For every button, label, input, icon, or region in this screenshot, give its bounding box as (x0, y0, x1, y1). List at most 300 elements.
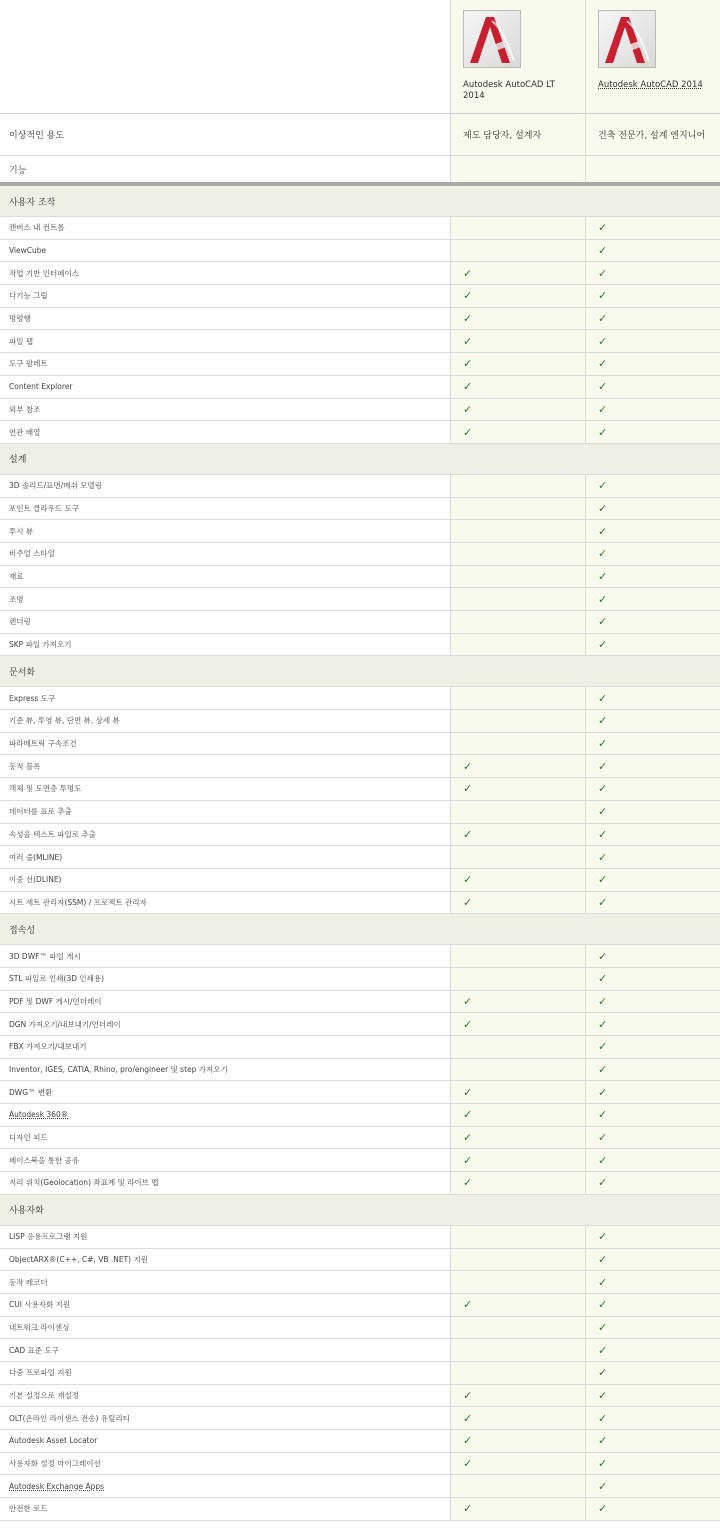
check-icon: ✓ (463, 1411, 473, 1425)
check-icon: ✓ (463, 1153, 473, 1167)
feature-label: PDF 및 DWF 게시/언더레이 (9, 996, 102, 1006)
feature-row (0, 1385, 720, 1408)
lt-cell (450, 1317, 585, 1339)
check-icon: ✓ (598, 244, 608, 258)
full-cell (585, 376, 720, 398)
lt-cell (450, 1059, 585, 1081)
full-cell (585, 566, 720, 588)
check-icon: ✓ (598, 638, 608, 652)
lt-cell (450, 755, 585, 777)
feature-row (0, 687, 720, 710)
feature-row (0, 1271, 720, 1294)
feature-row (0, 1475, 720, 1498)
lt-cell (450, 1385, 585, 1407)
full-cell (585, 1294, 720, 1316)
check-icon: ✓ (598, 1343, 608, 1357)
full-cell (585, 262, 720, 284)
lt-cell (450, 1294, 585, 1316)
lt-cell (450, 262, 585, 284)
check-icon: ✓ (598, 714, 608, 728)
check-icon: ✓ (598, 949, 608, 963)
check-icon: ✓ (598, 994, 608, 1008)
feature-label: 캔버스 내 컨트롤 (9, 223, 65, 233)
lt-cell (450, 421, 585, 443)
full-cell (585, 421, 720, 443)
lt-cell (450, 968, 585, 990)
lt-cell (450, 1249, 585, 1271)
full-cell (585, 945, 720, 967)
full-cell (585, 1226, 720, 1248)
lt-cell (450, 399, 585, 421)
section-header: 사용자 조작 (0, 186, 720, 217)
check-icon: ✓ (598, 1153, 608, 1167)
check-icon: ✓ (598, 266, 608, 280)
check-icon: ✓ (598, 827, 608, 841)
full-cell (585, 1498, 720, 1520)
check-icon: ✓ (598, 289, 608, 303)
lt-cell (450, 1407, 585, 1429)
feature-label: 안전한 로드 (9, 1504, 48, 1514)
check-icon: ✓ (598, 1040, 608, 1054)
feature-label: 사용자화 설정 마이그레이션 (9, 1459, 101, 1469)
feature-row (0, 330, 720, 353)
feature-row (0, 1339, 720, 1362)
features-lt-empty (450, 156, 585, 182)
full-cell (585, 1362, 720, 1384)
full-cell (585, 1104, 720, 1126)
check-icon: ✓ (463, 334, 473, 348)
feature-label: 디자인 피드 (9, 1133, 48, 1143)
feature-row (0, 846, 720, 869)
check-icon: ✓ (463, 1502, 473, 1516)
feature-label: 페이스북을 통한 공유 (9, 1155, 79, 1165)
feature-label: CUI 사용자화 지원 (9, 1300, 71, 1310)
section-header: 접속성 (0, 914, 720, 945)
check-icon: ✓ (463, 1388, 473, 1402)
full-cell (585, 824, 720, 846)
full-cell (585, 543, 720, 565)
lt-cell (450, 778, 585, 800)
lt-cell (450, 1362, 585, 1384)
feature-label: CAD 표준 도구 (9, 1345, 59, 1355)
full-cell (585, 687, 720, 709)
feature-label: Content Explorer (9, 382, 73, 392)
lt-cell (450, 520, 585, 542)
feature-label: 다기능 그립 (9, 291, 48, 301)
feature-row (0, 945, 720, 968)
check-icon: ✓ (598, 1176, 608, 1190)
feature-label: DGN 가져오기/내보내기/언더레이 (9, 1019, 121, 1029)
feature-row (0, 588, 720, 611)
lt-cell (450, 330, 585, 352)
feature-row (0, 1059, 720, 1082)
full-cell (585, 869, 720, 891)
feature-row (0, 399, 720, 422)
full-cell (585, 520, 720, 542)
check-icon: ✓ (598, 759, 608, 773)
full-cell (585, 846, 720, 868)
feature-row (0, 710, 720, 733)
feature-row (0, 755, 720, 778)
feature-row (0, 376, 720, 399)
feature-label: 여러 줄(MLINE) (9, 852, 63, 862)
feature-row (0, 1013, 720, 1036)
feature-label: 네트워크 라이센싱 (9, 1322, 70, 1332)
full-cell (585, 1013, 720, 1035)
full-cell (585, 892, 720, 914)
lt-cell (450, 376, 585, 398)
feature-label: LISP 응용프로그램 지원 (9, 1232, 88, 1242)
feature-label: ObjectARX®(C++, C#, VB .NET) 지원 (9, 1254, 148, 1264)
features-label: 기능 (9, 165, 27, 176)
feature-label: DWG™ 변환 (9, 1087, 53, 1097)
feature-label: Express 도구 (9, 693, 56, 703)
check-icon: ✓ (598, 691, 608, 705)
check-icon: ✓ (598, 1411, 608, 1425)
lt-cell (450, 824, 585, 846)
feature-row (0, 733, 720, 756)
check-icon: ✓ (598, 782, 608, 796)
feature-row (0, 1104, 720, 1127)
feature-row (0, 520, 720, 543)
lt-cell (450, 1226, 585, 1248)
check-icon: ✓ (598, 569, 608, 583)
feature-label: 이중 선(DLINE) (9, 875, 62, 885)
full-cell (585, 353, 720, 375)
full-cell (585, 1271, 720, 1293)
check-icon: ✓ (598, 1017, 608, 1031)
lt-cell (450, 1475, 585, 1497)
check-icon: ✓ (598, 1275, 608, 1289)
autocad-icon (598, 10, 656, 68)
feature-label: 투시 뷰 (9, 526, 34, 536)
check-icon: ✓ (598, 1479, 608, 1493)
lt-cell (450, 733, 585, 755)
check-icon: ✓ (463, 1108, 473, 1122)
check-icon: ✓ (463, 827, 473, 841)
full-cell (585, 1172, 720, 1194)
full-cell (585, 588, 720, 610)
full-cell (585, 1430, 720, 1452)
feature-row (0, 1317, 720, 1340)
check-icon: ✓ (463, 289, 473, 303)
check-icon: ✓ (463, 312, 473, 326)
feature-label: ViewCube (9, 246, 47, 256)
check-icon: ✓ (463, 1017, 473, 1031)
check-icon: ✓ (463, 895, 473, 909)
product-column-full (585, 0, 720, 113)
features-full-empty (585, 156, 720, 182)
usage-label: 이상적인 용도 (9, 131, 65, 141)
check-icon: ✓ (598, 1434, 608, 1448)
check-icon: ✓ (598, 357, 608, 371)
lt-cell (450, 1430, 585, 1452)
check-icon: ✓ (598, 873, 608, 887)
feature-row (0, 801, 720, 824)
feature-label: OLT(온라인 라이센스 전송) 유틸리티 (9, 1413, 130, 1423)
feature-label: 연관 배열 (9, 427, 41, 437)
check-icon: ✓ (598, 1230, 608, 1244)
check-icon: ✓ (598, 312, 608, 326)
check-icon: ✓ (598, 1252, 608, 1266)
full-cell (585, 399, 720, 421)
lt-cell (450, 945, 585, 967)
check-icon: ✓ (598, 615, 608, 629)
lt-cell (450, 1172, 585, 1194)
check-icon: ✓ (463, 994, 473, 1008)
feature-label: STL 파일로 인쇄(3D 인쇄용) (9, 974, 105, 984)
check-icon: ✓ (598, 380, 608, 394)
feature-row (0, 543, 720, 566)
full-cell (585, 498, 720, 520)
feature-row (0, 1149, 720, 1172)
lt-cell (450, 240, 585, 262)
feature-row (0, 1172, 720, 1195)
feature-label: 시트 세트 관리자(SSM) / 프로젝트 관리자 (9, 897, 147, 907)
check-icon: ✓ (598, 1063, 608, 1077)
feature-row (0, 1036, 720, 1059)
section-header: 사용자화 (0, 1195, 720, 1226)
feature-row (0, 1294, 720, 1317)
feature-label: 다중 프로파일 지원 (9, 1368, 72, 1378)
feature-label: 속성을 텍스트 파일로 추출 (9, 829, 96, 839)
header-empty-cell (0, 0, 450, 113)
lt-cell (450, 634, 585, 656)
lt-cell (450, 353, 585, 375)
check-icon: ✓ (463, 425, 473, 439)
feature-row (0, 824, 720, 847)
lt-cell (450, 1036, 585, 1058)
feature-row (0, 1430, 720, 1453)
feature-row (0, 475, 720, 498)
check-icon: ✓ (463, 266, 473, 280)
check-icon: ✓ (463, 1457, 473, 1471)
product-title-lt: Autodesk AutoCAD LT 2014 (463, 80, 555, 101)
lt-cell (450, 1271, 585, 1293)
lt-cell (450, 1498, 585, 1520)
full-cell (585, 240, 720, 262)
feature-row (0, 421, 720, 444)
feature-row (0, 1498, 720, 1521)
features-row (0, 156, 720, 186)
lt-cell (450, 217, 585, 239)
check-icon: ✓ (598, 334, 608, 348)
lt-cell (450, 543, 585, 565)
full-cell (585, 475, 720, 497)
check-icon: ✓ (598, 1320, 608, 1334)
full-cell (585, 710, 720, 732)
check-icon: ✓ (598, 895, 608, 909)
feature-label: 작업 기반 인터페이스 (9, 268, 79, 278)
feature-row (0, 1127, 720, 1150)
check-icon: ✓ (598, 972, 608, 986)
full-cell (585, 968, 720, 990)
check-icon: ✓ (598, 1457, 608, 1471)
feature-label: 포인트 클라우드 도구 (9, 503, 79, 513)
lt-cell (450, 566, 585, 588)
full-cell (585, 217, 720, 239)
full-cell (585, 1127, 720, 1149)
feature-label: 지리 위치(Geolocation) 좌표계 및 라이브 맵 (9, 1178, 159, 1188)
check-icon: ✓ (598, 1131, 608, 1145)
full-cell (585, 991, 720, 1013)
feature-row (0, 498, 720, 521)
full-cell (585, 733, 720, 755)
check-icon: ✓ (598, 1366, 608, 1380)
lt-cell (450, 801, 585, 823)
check-icon: ✓ (598, 1298, 608, 1312)
feature-row (0, 353, 720, 376)
feature-row (0, 1081, 720, 1104)
feature-label: 객체 및 도면층 투명도 (9, 784, 82, 794)
feature-row (0, 869, 720, 892)
full-cell (585, 1385, 720, 1407)
check-icon: ✓ (598, 479, 608, 493)
feature-row (0, 262, 720, 285)
full-cell (585, 778, 720, 800)
feature-row (0, 285, 720, 308)
lt-cell (450, 1339, 585, 1361)
feature-sections (0, 186, 720, 1521)
lt-cell (450, 1104, 585, 1126)
lt-cell (450, 1081, 585, 1103)
full-cell (585, 308, 720, 330)
feature-label[interactable]: Autodesk Exchange Apps (9, 1481, 105, 1491)
check-icon: ✓ (598, 1108, 608, 1122)
check-icon: ✓ (598, 1085, 608, 1099)
full-cell (585, 1317, 720, 1339)
full-cell (585, 1475, 720, 1497)
check-icon: ✓ (598, 805, 608, 819)
feature-row (0, 1249, 720, 1272)
feature-label: 동작 레코더 (9, 1277, 48, 1287)
feature-label: SKP 파일 가져오기 (9, 640, 72, 650)
check-icon: ✓ (598, 1388, 608, 1402)
feature-label[interactable]: Autodesk 360® (9, 1110, 69, 1120)
feature-row (0, 308, 720, 331)
check-icon: ✓ (463, 402, 473, 416)
feature-label: 도구 팔레트 (9, 359, 48, 369)
check-icon: ✓ (598, 737, 608, 751)
check-icon: ✓ (598, 547, 608, 561)
feature-label: 명령행 (9, 314, 31, 324)
check-icon: ✓ (463, 1085, 473, 1099)
check-icon: ✓ (463, 1434, 473, 1448)
check-icon: ✓ (463, 1176, 473, 1190)
feature-label: 동적 블록 (9, 761, 41, 771)
feature-row (0, 1362, 720, 1385)
full-cell (585, 285, 720, 307)
lt-cell (450, 991, 585, 1013)
feature-label: 기본 설정으로 재설정 (9, 1390, 79, 1400)
feature-label: FBX 가져오기/내보내기 (9, 1042, 87, 1052)
usage-full: 건축 전문가, 설계 엔지니어 (585, 114, 720, 155)
feature-row (0, 778, 720, 801)
lt-cell (450, 308, 585, 330)
feature-label: 3D 솔리드/표면/메쉬 모델링 (9, 481, 102, 491)
feature-label: 조명 (9, 594, 24, 604)
full-cell (585, 611, 720, 633)
full-cell (585, 755, 720, 777)
usage-lt: 제도 담당자, 설계자 (450, 114, 585, 155)
lt-cell (450, 846, 585, 868)
check-icon: ✓ (598, 1502, 608, 1516)
full-cell (585, 1339, 720, 1361)
section-header: 설계 (0, 444, 720, 475)
feature-row (0, 611, 720, 634)
full-cell (585, 1249, 720, 1271)
usage-row (0, 114, 720, 156)
lt-cell (450, 710, 585, 732)
lt-cell (450, 285, 585, 307)
check-icon: ✓ (598, 501, 608, 515)
check-icon: ✓ (598, 850, 608, 864)
full-cell (585, 1081, 720, 1103)
check-icon: ✓ (463, 1298, 473, 1312)
feature-row (0, 1226, 720, 1249)
check-icon: ✓ (598, 425, 608, 439)
feature-label: Autodesk Asset Locator (9, 1436, 98, 1446)
check-icon: ✓ (463, 759, 473, 773)
feature-row (0, 1453, 720, 1476)
product-column-lt (450, 0, 585, 113)
full-cell (585, 330, 720, 352)
check-icon: ✓ (463, 782, 473, 796)
lt-cell (450, 1013, 585, 1035)
feature-label: 외부 참조 (9, 404, 41, 414)
section-header: 문서화 (0, 656, 720, 687)
feature-label: 기준 뷰, 투영 뷰, 단면 뷰, 상세 뷰 (9, 716, 120, 726)
full-cell (585, 801, 720, 823)
check-icon: ✓ (598, 402, 608, 416)
lt-cell (450, 892, 585, 914)
feature-label: 파라메트릭 구속조건 (9, 739, 77, 749)
lt-cell (450, 687, 585, 709)
check-icon: ✓ (463, 1131, 473, 1145)
lt-cell (450, 1127, 585, 1149)
feature-row (0, 240, 720, 263)
check-icon: ✓ (598, 524, 608, 538)
full-cell (585, 1407, 720, 1429)
check-icon: ✓ (463, 380, 473, 394)
feature-row (0, 991, 720, 1014)
feature-label: 데이터를 표로 추출 (9, 807, 72, 817)
check-icon: ✓ (598, 592, 608, 606)
autocad-lt-icon (463, 10, 521, 68)
product-header-row (0, 0, 720, 114)
lt-cell (450, 1149, 585, 1171)
lt-cell (450, 611, 585, 633)
lt-cell (450, 498, 585, 520)
feature-label: Inventor, IGES, CATIA, Rhino, pro/engineer 및 step 가져오기 (9, 1065, 228, 1075)
feature-row (0, 634, 720, 657)
feature-row (0, 566, 720, 589)
check-icon: ✓ (598, 221, 608, 235)
feature-row (0, 968, 720, 991)
full-cell (585, 1036, 720, 1058)
feature-label: 재료 (9, 571, 24, 581)
full-cell (585, 634, 720, 656)
feature-label: 3D DWF™ 파일 게시 (9, 951, 81, 961)
full-cell (585, 1149, 720, 1171)
feature-row (0, 217, 720, 240)
lt-cell (450, 1453, 585, 1475)
feature-label: 파일 탭 (9, 336, 34, 346)
full-cell (585, 1453, 720, 1475)
feature-row (0, 892, 720, 915)
product-title-full[interactable]: Autodesk AutoCAD 2014 (598, 80, 703, 90)
feature-row (0, 1407, 720, 1430)
